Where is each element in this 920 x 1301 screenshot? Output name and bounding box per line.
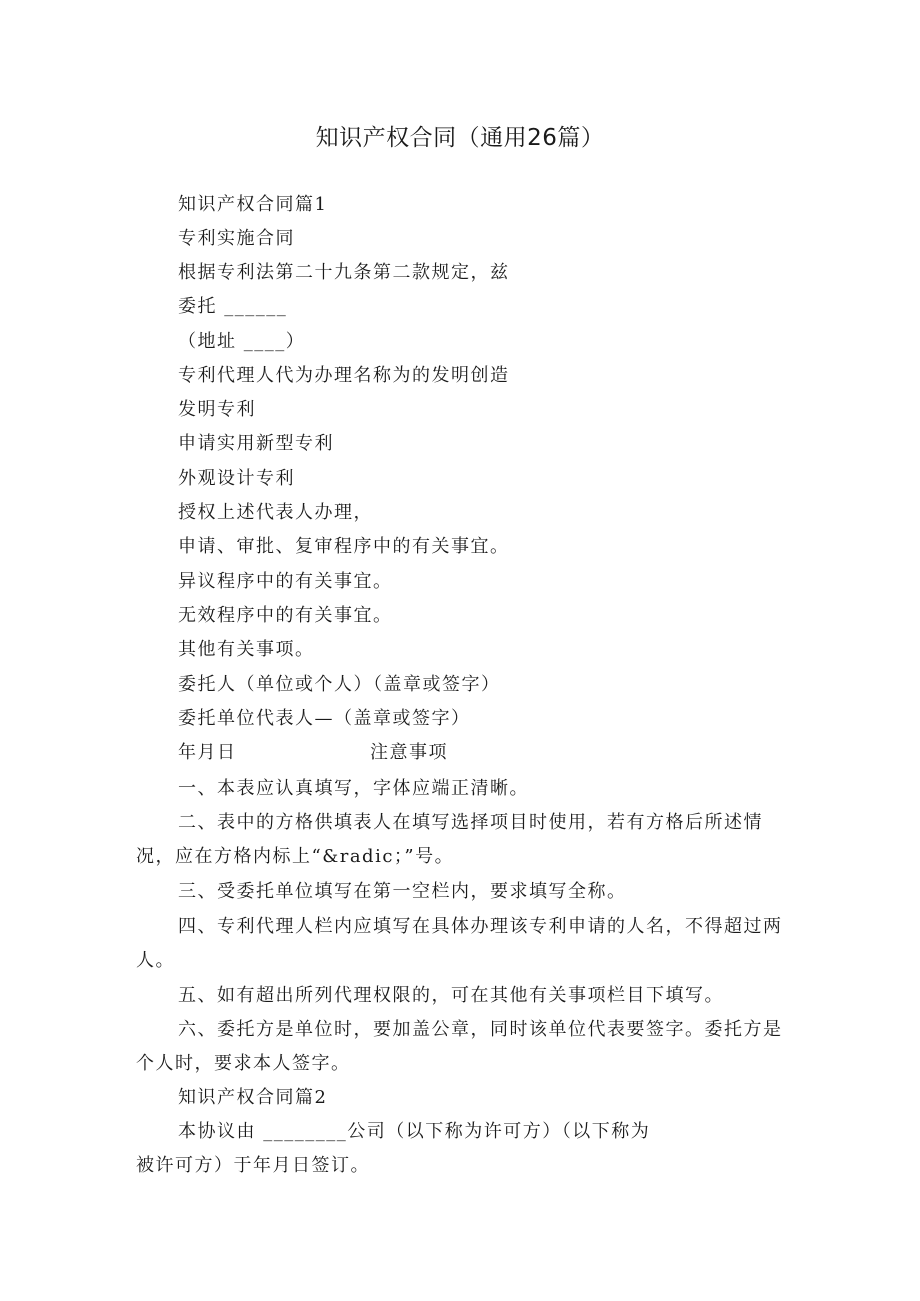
body-line: 根据专利法第二十九条第二款规定，兹 — [178, 262, 510, 283]
body-line: 委托人（单位或个人）（盖章或签字） — [178, 674, 501, 695]
section-heading: 知识产权合同篇2 — [178, 1087, 328, 1108]
section-subtitle: 专利实施合同 — [178, 228, 295, 249]
body-line: 委托 ______ — [178, 296, 288, 317]
body-line: 申请实用新型专利 — [178, 433, 334, 454]
notes-label: 注意事项 — [370, 742, 448, 763]
note-item: 六、委托方是单位时，要加盖公章，同时该单位代表要签字。委托方是个人时，要求本人签字。 — [136, 1019, 783, 1074]
date-notes-row — [0, 741, 920, 765]
body-line: 其他有关事项。 — [178, 639, 315, 660]
note-item: 五、如有超出所列代理权限的，可在其他有关事项栏目下填写。 — [178, 985, 724, 1006]
body-line: 委托单位代表人—（盖章或签字） — [178, 708, 471, 729]
body-line: 外观设计专利 — [178, 468, 295, 489]
body-line: 被许可方）于年月日签订。 — [136, 1155, 370, 1176]
body-line: （地址 ____） — [178, 331, 306, 352]
note-item: 一、本表应认真填写，字体应端正清晰。 — [178, 778, 529, 799]
body-line: 异议程序中的有关事宜。 — [178, 571, 393, 592]
note-item: 三、受委托单位填写在第一空栏内，要求填写全称。 — [178, 881, 627, 902]
body-line: 授权上述代表人办理， — [178, 502, 373, 523]
section-heading: 知识产权合同篇1 — [178, 194, 328, 215]
date-label: 年月日 — [178, 742, 237, 763]
document-title: 知识产权合同（通用26篇） — [315, 125, 605, 151]
body-line: 申请、审批、复审程序中的有关事宜。 — [178, 536, 510, 557]
body-line: 无效程序中的有关事宜。 — [178, 605, 393, 626]
note-item: 二、表中的方格供填表人在填写选择项目时使用，若有方格后所述情况，应在方格内标上“&radic；”号。 — [136, 812, 763, 867]
body-line: 专利代理人代为办理名称为的发明创造 — [178, 365, 510, 386]
note-item: 四、专利代理人栏内应填写在具体办理该专利申请的人名，不得超过两人。 — [136, 916, 783, 971]
body-line: 发明专利 — [178, 399, 256, 420]
body-line: 本协议由 ________公司（以下称为许可方）（以下称为 — [178, 1121, 651, 1142]
